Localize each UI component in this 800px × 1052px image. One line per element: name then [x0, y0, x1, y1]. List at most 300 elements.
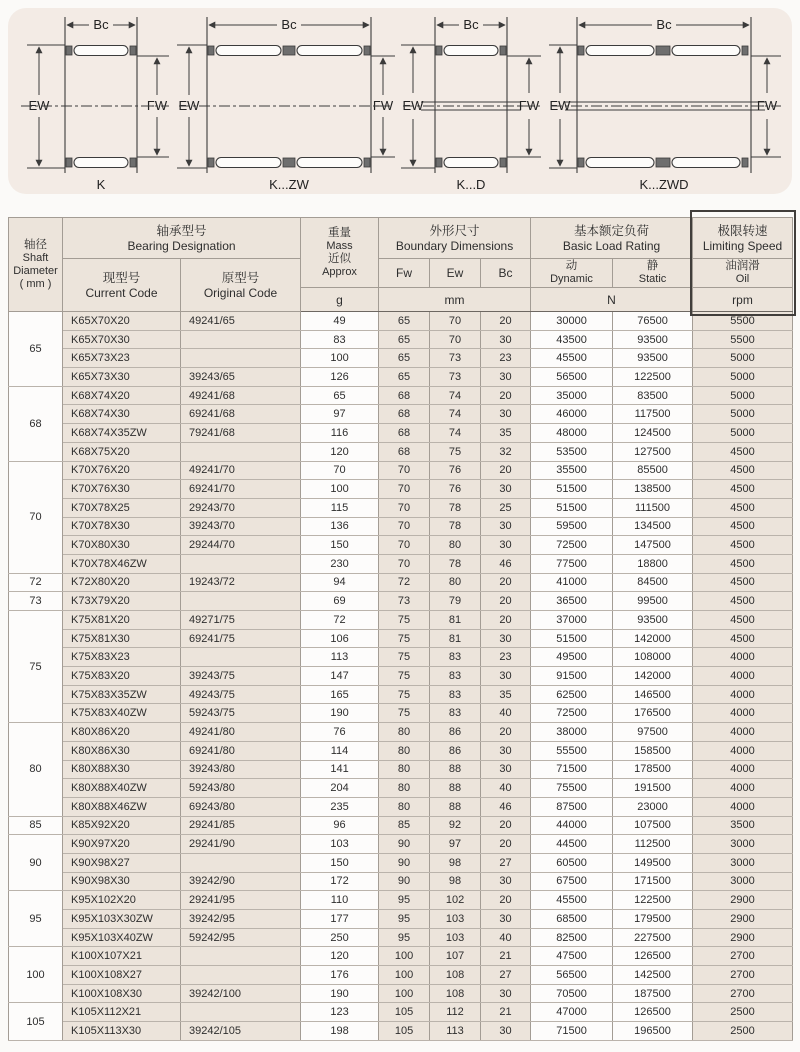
cell-bc: 21 — [481, 1003, 531, 1022]
cell-static: 179500 — [613, 910, 693, 929]
cell-dynamic: 67500 — [531, 872, 613, 891]
cell-ew: 78 — [430, 498, 481, 517]
cell-fw: 75 — [379, 704, 430, 723]
cell-original-code: 79241/68 — [181, 424, 301, 443]
cell-shaft-diameter: 85 — [9, 816, 63, 835]
cell-current-code: K80X88X40ZW — [63, 779, 181, 798]
cell-static: 142000 — [613, 629, 693, 648]
header-oil-en: Oil — [735, 273, 750, 285]
table-row — [9, 685, 793, 704]
cell-mass: 114 — [301, 741, 379, 760]
table-row — [9, 442, 793, 461]
cell-static: 138500 — [613, 480, 693, 499]
table-row — [9, 835, 793, 854]
cell-current-code: K65X70X30 — [63, 330, 181, 349]
cell-ew: 81 — [430, 629, 481, 648]
cell-dynamic: 71500 — [531, 1022, 613, 1041]
cell-ew: 78 — [430, 554, 481, 573]
cell-ew: 79 — [430, 592, 481, 611]
header-mass-zh2: 近似 — [328, 252, 352, 265]
cell-original-code: 59242/95 — [181, 928, 301, 947]
cell-bc: 21 — [481, 947, 531, 966]
cell-ew: 83 — [430, 704, 481, 723]
cell-bc: 30 — [481, 910, 531, 929]
cell-ew: 108 — [430, 966, 481, 985]
cell-static: 83500 — [613, 386, 693, 405]
cell-oil-speed: 2900 — [693, 928, 793, 947]
diagram-k-zw — [175, 9, 397, 193]
cell-dynamic: 43500 — [531, 330, 613, 349]
cell-fw: 75 — [379, 685, 430, 704]
diagram-k — [15, 9, 175, 193]
cell-oil-speed: 5000 — [693, 405, 793, 424]
cell-fw: 95 — [379, 910, 430, 929]
cell-mass: 204 — [301, 779, 379, 798]
cell-static: 147500 — [613, 536, 693, 555]
cell-current-code: K70X78X25 — [63, 498, 181, 517]
cell-shaft-diameter: 68 — [9, 386, 63, 461]
cell-dynamic: 51500 — [531, 629, 613, 648]
cell-current-code: K68X75X20 — [63, 442, 181, 461]
cell-dynamic: 72500 — [531, 536, 613, 555]
cell-mass: 83 — [301, 330, 379, 349]
cell-oil-speed: 4500 — [693, 517, 793, 536]
cell-original-code — [181, 1003, 301, 1022]
cell-dynamic: 35500 — [531, 461, 613, 480]
table-row — [9, 947, 793, 966]
cell-current-code: K80X88X46ZW — [63, 797, 181, 816]
cell-bc: 30 — [481, 368, 531, 387]
cell-original-code: 39242/90 — [181, 872, 301, 891]
cell-current-code: K73X79X20 — [63, 592, 181, 611]
cell-current-code: K105X112X21 — [63, 1003, 181, 1022]
cell-ew: 88 — [430, 760, 481, 779]
header-speed-unit — [693, 288, 793, 312]
cell-fw: 75 — [379, 667, 430, 686]
dim-label-fw: FW — [372, 98, 394, 113]
cell-fw: 70 — [379, 461, 430, 480]
dim-label-ew: EW — [28, 98, 50, 113]
cell-dynamic: 45500 — [531, 349, 613, 368]
cell-static: 149500 — [613, 853, 693, 872]
cell-bc: 20 — [481, 891, 531, 910]
cell-oil-speed: 4500 — [693, 480, 793, 499]
cell-oil-speed: 2700 — [693, 966, 793, 985]
cell-current-code: K75X83X23 — [63, 648, 181, 667]
cell-fw: 68 — [379, 424, 430, 443]
cell-oil-speed: 2700 — [693, 947, 793, 966]
header-dynamic — [531, 259, 613, 288]
cell-original-code — [181, 853, 301, 872]
cell-static: 122500 — [613, 891, 693, 910]
cell-static: 124500 — [613, 424, 693, 443]
cell-mass: 115 — [301, 498, 379, 517]
header-boundary-dimensions — [379, 218, 531, 259]
cell-fw: 80 — [379, 723, 430, 742]
header-ew-label: Ew — [446, 266, 464, 280]
cell-fw: 100 — [379, 947, 430, 966]
cell-bc: 35 — [481, 424, 531, 443]
cell-bc: 32 — [481, 442, 531, 461]
cell-static: 18800 — [613, 554, 693, 573]
cell-fw: 90 — [379, 872, 430, 891]
cell-original-code: 49271/75 — [181, 611, 301, 630]
cell-fw: 70 — [379, 554, 430, 573]
cell-ew: 97 — [430, 835, 481, 854]
cell-current-code: K70X78X46ZW — [63, 554, 181, 573]
cell-static: 93500 — [613, 349, 693, 368]
cell-mass: 116 — [301, 424, 379, 443]
cell-oil-speed: 4000 — [693, 648, 793, 667]
cell-fw: 105 — [379, 1022, 430, 1041]
cell-dynamic: 62500 — [531, 685, 613, 704]
cell-ew: 70 — [430, 330, 481, 349]
cell-static: 171500 — [613, 872, 693, 891]
header-current-zh: 现型号 — [102, 270, 141, 285]
cell-original-code: 39243/65 — [181, 368, 301, 387]
cell-original-code: 39242/105 — [181, 1022, 301, 1041]
cell-oil-speed: 5500 — [693, 330, 793, 349]
cell-fw: 95 — [379, 891, 430, 910]
cell-bc: 30 — [481, 667, 531, 686]
cell-dynamic: 59500 — [531, 517, 613, 536]
cell-original-code: 59243/80 — [181, 779, 301, 798]
cell-current-code: K70X76X30 — [63, 480, 181, 499]
cell-mass: 49 — [301, 312, 379, 331]
table-row — [9, 1003, 793, 1022]
table-row — [9, 910, 793, 929]
diagram-type-label: K — [96, 177, 106, 192]
cell-bc: 46 — [481, 797, 531, 816]
cell-original-code: 49241/70 — [181, 461, 301, 480]
cell-original-code — [181, 349, 301, 368]
cell-dynamic: 44500 — [531, 835, 613, 854]
table-row — [9, 797, 793, 816]
cell-ew: 92 — [430, 816, 481, 835]
cell-mass: 94 — [301, 573, 379, 592]
cell-static: 93500 — [613, 330, 693, 349]
cell-bc: 30 — [481, 629, 531, 648]
cell-original-code: 29244/70 — [181, 536, 301, 555]
cell-ew: 74 — [430, 424, 481, 443]
header-col-bc — [481, 259, 531, 288]
cell-mass: 103 — [301, 835, 379, 854]
cell-original-code — [181, 947, 301, 966]
cell-mass: 96 — [301, 816, 379, 835]
cell-oil-speed: 3000 — [693, 853, 793, 872]
cell-current-code: K65X70X20 — [63, 312, 181, 331]
cell-bc: 30 — [481, 741, 531, 760]
cell-fw: 70 — [379, 480, 430, 499]
table-row — [9, 648, 793, 667]
header-oil-zh: 油润滑 — [725, 260, 760, 272]
cell-bc: 30 — [481, 760, 531, 779]
cell-mass: 230 — [301, 554, 379, 573]
cell-fw: 68 — [379, 405, 430, 424]
header-fw-label: Fw — [396, 266, 413, 280]
cell-mass: 147 — [301, 667, 379, 686]
cell-ew: 83 — [430, 667, 481, 686]
table-row — [9, 760, 793, 779]
header-designation-en: Bearing Designation — [127, 238, 236, 253]
cell-original-code: 69241/70 — [181, 480, 301, 499]
cell-dynamic: 47000 — [531, 1003, 613, 1022]
cell-ew: 76 — [430, 461, 481, 480]
cell-mass: 172 — [301, 872, 379, 891]
cell-oil-speed: 4500 — [693, 592, 793, 611]
cell-mass: 177 — [301, 910, 379, 929]
header-dims-en: Boundary Dimensions — [395, 238, 514, 253]
cell-ew: 80 — [430, 536, 481, 555]
cell-fw: 75 — [379, 648, 430, 667]
cell-current-code: K65X73X30 — [63, 368, 181, 387]
table-row — [9, 853, 793, 872]
cell-static: 146500 — [613, 685, 693, 704]
cell-static: 76500 — [613, 312, 693, 331]
cell-static: 196500 — [613, 1022, 693, 1041]
cell-ew: 83 — [430, 648, 481, 667]
header-dims-zh: 外形尺寸 — [429, 223, 480, 238]
cell-mass: 113 — [301, 648, 379, 667]
table-row — [9, 1022, 793, 1041]
table-row — [9, 592, 793, 611]
cell-oil-speed: 4000 — [693, 779, 793, 798]
cell-bc: 20 — [481, 592, 531, 611]
dim-label-fw: FW — [518, 98, 540, 113]
header-shaft-diameter — [9, 218, 63, 312]
cell-dynamic: 72500 — [531, 704, 613, 723]
cell-original-code: 49243/75 — [181, 685, 301, 704]
cell-current-code: K75X81X30 — [63, 629, 181, 648]
cell-mass: 72 — [301, 611, 379, 630]
cell-current-code: K75X81X20 — [63, 611, 181, 630]
cell-ew: 88 — [430, 797, 481, 816]
cell-bc: 40 — [481, 779, 531, 798]
dim-label-ew: EW — [549, 98, 571, 113]
cell-original-code — [181, 648, 301, 667]
cell-original-code: 39242/95 — [181, 910, 301, 929]
cell-fw: 105 — [379, 1003, 430, 1022]
cell-mass: 235 — [301, 797, 379, 816]
header-bc-label: Bc — [498, 266, 513, 280]
cell-mass: 65 — [301, 386, 379, 405]
cell-ew: 86 — [430, 723, 481, 742]
cell-bc: 20 — [481, 723, 531, 742]
cell-current-code: K80X86X30 — [63, 741, 181, 760]
cell-ew: 81 — [430, 611, 481, 630]
cell-original-code: 29241/85 — [181, 816, 301, 835]
header-shaft-en1: Shaft — [22, 251, 49, 264]
cell-dynamic: 41000 — [531, 573, 613, 592]
cell-dynamic: 36500 — [531, 592, 613, 611]
cell-oil-speed: 4000 — [693, 704, 793, 723]
cell-oil-speed: 2700 — [693, 984, 793, 1003]
cell-ew: 112 — [430, 1003, 481, 1022]
header-mass-zh: 重量 — [328, 226, 352, 239]
cell-mass: 165 — [301, 685, 379, 704]
cell-mass: 100 — [301, 349, 379, 368]
header-designation-zh: 轴承型号 — [156, 223, 207, 238]
cell-oil-speed: 4500 — [693, 629, 793, 648]
table-row — [9, 611, 793, 630]
cell-shaft-diameter: 105 — [9, 1003, 63, 1040]
header-current-code — [63, 259, 181, 312]
cell-ew: 102 — [430, 891, 481, 910]
cell-current-code: K100X108X27 — [63, 966, 181, 985]
cell-current-code: K65X73X23 — [63, 349, 181, 368]
cell-dynamic: 44000 — [531, 816, 613, 835]
table-row — [9, 928, 793, 947]
cell-current-code: K90X97X20 — [63, 835, 181, 854]
cell-fw: 68 — [379, 386, 430, 405]
cell-current-code: K100X108X30 — [63, 984, 181, 1003]
header-original-en: Original Code — [203, 285, 278, 300]
cell-fw: 65 — [379, 368, 430, 387]
table-row — [9, 704, 793, 723]
cell-current-code: K90X98X27 — [63, 853, 181, 872]
cell-bc: 30 — [481, 405, 531, 424]
header-static — [613, 259, 693, 288]
cell-fw: 65 — [379, 349, 430, 368]
cell-mass: 141 — [301, 760, 379, 779]
cell-bc: 30 — [481, 517, 531, 536]
table-row — [9, 554, 793, 573]
cell-dynamic: 56500 — [531, 966, 613, 985]
cell-ew: 80 — [430, 573, 481, 592]
header-col-fw — [379, 259, 430, 288]
table-row — [9, 480, 793, 499]
cell-oil-speed: 4500 — [693, 498, 793, 517]
cell-dynamic: 46000 — [531, 405, 613, 424]
table-row — [9, 330, 793, 349]
cell-shaft-diameter: 80 — [9, 723, 63, 816]
cell-current-code: K85X92X20 — [63, 816, 181, 835]
cell-ew: 74 — [430, 386, 481, 405]
spec-table-wrap — [8, 217, 792, 1041]
cell-dynamic: 68500 — [531, 910, 613, 929]
header-basic-load-rating — [531, 218, 693, 259]
cell-static: 99500 — [613, 592, 693, 611]
cell-bc: 20 — [481, 611, 531, 630]
cell-static: 97500 — [613, 723, 693, 742]
diagram-k-d — [397, 9, 547, 193]
cell-shaft-diameter: 90 — [9, 835, 63, 891]
table-row — [9, 872, 793, 891]
cell-original-code: 69243/80 — [181, 797, 301, 816]
table-row — [9, 667, 793, 686]
cell-shaft-diameter: 70 — [9, 461, 63, 573]
header-dynamic-en: Dynamic — [550, 273, 593, 285]
table-row — [9, 386, 793, 405]
cell-ew: 107 — [430, 947, 481, 966]
cell-ew: 103 — [430, 910, 481, 929]
cell-original-code: 69241/68 — [181, 405, 301, 424]
cell-current-code: K75X83X20 — [63, 667, 181, 686]
cell-original-code: 49241/68 — [181, 386, 301, 405]
cell-dynamic: 45500 — [531, 891, 613, 910]
cell-oil-speed: 3000 — [693, 835, 793, 854]
header-mass-en: Mass — [326, 239, 353, 252]
cell-static: 107500 — [613, 816, 693, 835]
cell-current-code: K68X74X20 — [63, 386, 181, 405]
cell-mass: 250 — [301, 928, 379, 947]
header-original-zh: 原型号 — [221, 270, 260, 285]
cell-oil-speed: 4500 — [693, 573, 793, 592]
cell-dynamic: 82500 — [531, 928, 613, 947]
cell-current-code: K95X103X40ZW — [63, 928, 181, 947]
cell-oil-speed: 5000 — [693, 386, 793, 405]
cell-oil-speed: 2500 — [693, 1022, 793, 1041]
diagram-k-zwd — [547, 9, 785, 193]
cell-mass: 150 — [301, 853, 379, 872]
cell-bc: 20 — [481, 312, 531, 331]
cell-static: 191500 — [613, 779, 693, 798]
dim-label-bc: Bc — [463, 17, 479, 32]
cell-bc: 20 — [481, 816, 531, 835]
dim-label-ew: EW — [402, 98, 424, 113]
cell-static: 126500 — [613, 1003, 693, 1022]
cell-oil-speed: 4000 — [693, 741, 793, 760]
cell-fw: 100 — [379, 966, 430, 985]
header-load-en: Basic Load Rating — [562, 238, 661, 253]
cell-ew: 113 — [430, 1022, 481, 1041]
cell-fw: 85 — [379, 816, 430, 835]
speed-unit-label: rpm — [732, 292, 753, 307]
cell-ew: 73 — [430, 368, 481, 387]
header-col-ew — [430, 259, 481, 288]
cell-ew: 108 — [430, 984, 481, 1003]
dim-label-bc: Bc — [656, 17, 672, 32]
cell-fw: 90 — [379, 853, 430, 872]
table-row — [9, 312, 793, 331]
header-shaft-zh: 轴径 — [24, 238, 47, 251]
cell-mass: 69 — [301, 592, 379, 611]
header-current-en: Current Code — [85, 285, 158, 300]
cell-ew: 76 — [430, 480, 481, 499]
cell-static: 126500 — [613, 947, 693, 966]
header-static-en: Static — [638, 273, 667, 285]
cell-dynamic: 51500 — [531, 498, 613, 517]
load-unit-label: N — [607, 292, 616, 307]
cell-mass: 120 — [301, 442, 379, 461]
cell-oil-speed: 5000 — [693, 368, 793, 387]
cell-bc: 23 — [481, 349, 531, 368]
cell-current-code: K95X102X20 — [63, 891, 181, 910]
cell-dynamic: 38000 — [531, 723, 613, 742]
cell-mass: 190 — [301, 984, 379, 1003]
cell-dynamic: 87500 — [531, 797, 613, 816]
cell-original-code: 29241/90 — [181, 835, 301, 854]
cell-oil-speed: 4500 — [693, 442, 793, 461]
cell-bc: 30 — [481, 984, 531, 1003]
table-row — [9, 741, 793, 760]
cell-original-code: 29241/95 — [181, 891, 301, 910]
cell-ew: 74 — [430, 405, 481, 424]
cell-static: 227500 — [613, 928, 693, 947]
table-row — [9, 723, 793, 742]
cell-static: 178500 — [613, 760, 693, 779]
table-row — [9, 816, 793, 835]
cell-bc: 30 — [481, 872, 531, 891]
table-row — [9, 779, 793, 798]
cell-mass: 100 — [301, 480, 379, 499]
cell-bc: 23 — [481, 648, 531, 667]
cell-current-code: K70X78X30 — [63, 517, 181, 536]
cell-fw: 80 — [379, 760, 430, 779]
cell-mass: 110 — [301, 891, 379, 910]
cell-dynamic: 77500 — [531, 554, 613, 573]
cell-original-code: 39243/70 — [181, 517, 301, 536]
